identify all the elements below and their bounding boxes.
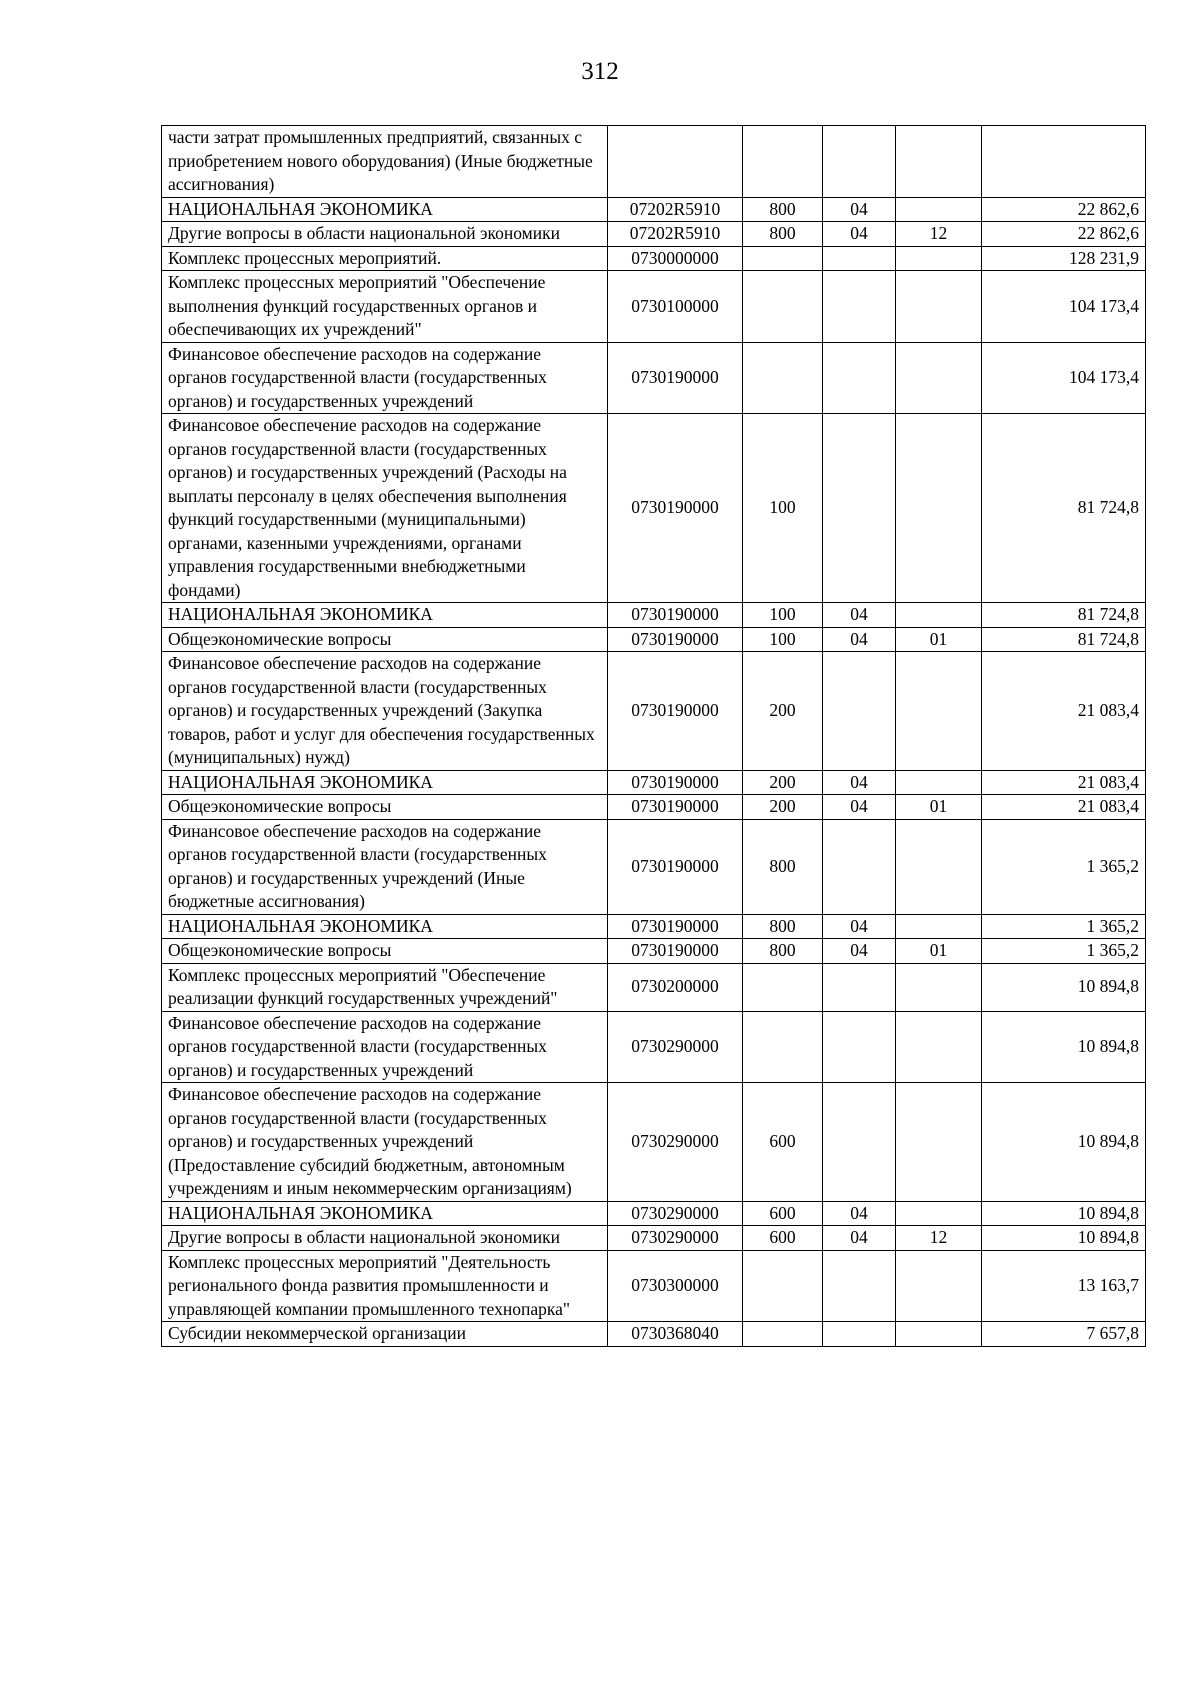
cell-subsection — [896, 126, 982, 198]
cell-amount: 104 173,4 — [982, 271, 1146, 343]
table-row — [162, 819, 1146, 914]
cell-name: Комплекс процессных мероприятий "Обеспечение выполнения функций государственных органов и обеспечивающих их учреждений" — [162, 271, 608, 343]
cell-target-article: 0730190000 — [608, 342, 743, 414]
cell-name: Комплекс процессных мероприятий "Деятельность регионального фонда развития промышленности и управляющей компании промышленного технопарка" — [162, 1250, 608, 1322]
cell-amount: 10 894,8 — [982, 1226, 1146, 1251]
cell-name: НАЦИОНАЛЬНАЯ ЭКОНОМИКА — [162, 197, 608, 222]
cell-target-article: 0730190000 — [608, 819, 743, 914]
cell-section: 04 — [823, 939, 896, 964]
table-row — [162, 1011, 1146, 1083]
cell-name: НАЦИОНАЛЬНАЯ ЭКОНОМИКА — [162, 1201, 608, 1226]
cell-name: НАЦИОНАЛЬНАЯ ЭКОНОМИКА — [162, 603, 608, 628]
table-row — [162, 246, 1146, 271]
cell-amount: 128 231,9 — [982, 246, 1146, 271]
cell-subsection — [896, 819, 982, 914]
table-row — [162, 1083, 1146, 1202]
cell-subsection — [896, 1011, 982, 1083]
cell-subsection — [896, 342, 982, 414]
cell-target-article: 0730100000 — [608, 271, 743, 343]
cell-section — [823, 246, 896, 271]
cell-amount: 10 894,8 — [982, 963, 1146, 1011]
cell-target-article: 0730290000 — [608, 1011, 743, 1083]
cell-name: Финансовое обеспечение расходов на содержание органов государственной власти (государственных органов) и государственных учреждений — [162, 342, 608, 414]
cell-section: 04 — [823, 197, 896, 222]
cell-target-article: 0730290000 — [608, 1226, 743, 1251]
cell-expense-type — [743, 126, 823, 198]
cell-subsection — [896, 1250, 982, 1322]
cell-subsection: 12 — [896, 222, 982, 247]
cell-subsection — [896, 197, 982, 222]
table-row — [162, 770, 1146, 795]
cell-expense-type — [743, 246, 823, 271]
table-row — [162, 795, 1146, 820]
cell-subsection — [896, 603, 982, 628]
cell-name: части затрат промышленных предприятий, связанных с приобретением нового оборудования) (Иные бюджетные ассигнования) — [162, 126, 608, 198]
cell-name: Финансовое обеспечение расходов на содержание органов государственной власти (государственных органов) и государственных учреждений (Расходы на выплаты персоналу в целях обеспечения выполнения функций государственными (муниципальными) органами, казенными учреждениями, органами управления государственными внебюджетными фондами) — [162, 414, 608, 603]
cell-section: 04 — [823, 1226, 896, 1251]
cell-amount: 1 365,2 — [982, 819, 1146, 914]
cell-subsection — [896, 1083, 982, 1202]
cell-section — [823, 126, 896, 198]
cell-amount: 21 083,4 — [982, 770, 1146, 795]
cell-section: 04 — [823, 795, 896, 820]
cell-target-article: 0730368040 — [608, 1322, 743, 1347]
cell-target-article: 07202R5910 — [608, 197, 743, 222]
cell-name: НАЦИОНАЛЬНАЯ ЭКОНОМИКА — [162, 914, 608, 939]
cell-expense-type — [743, 271, 823, 343]
table-row — [162, 1250, 1146, 1322]
cell-expense-type: 800 — [743, 197, 823, 222]
cell-section — [823, 819, 896, 914]
cell-target-article: 0730190000 — [608, 939, 743, 964]
cell-expense-type: 600 — [743, 1226, 823, 1251]
cell-expense-type: 200 — [743, 795, 823, 820]
cell-section — [823, 652, 896, 771]
cell-expense-type: 600 — [743, 1083, 823, 1202]
cell-amount: 10 894,8 — [982, 1083, 1146, 1202]
cell-amount: 22 862,6 — [982, 222, 1146, 247]
table-row — [162, 603, 1146, 628]
cell-target-article — [608, 126, 743, 198]
cell-target-article: 0730190000 — [608, 795, 743, 820]
cell-subsection: 01 — [896, 627, 982, 652]
table-row — [162, 652, 1146, 771]
cell-target-article: 0730300000 — [608, 1250, 743, 1322]
cell-target-article: 07202R5910 — [608, 222, 743, 247]
cell-target-article: 0730200000 — [608, 963, 743, 1011]
cell-section: 04 — [823, 222, 896, 247]
cell-name: Другие вопросы в области национальной экономики — [162, 222, 608, 247]
cell-section — [823, 963, 896, 1011]
cell-subsection — [896, 652, 982, 771]
cell-target-article: 0730190000 — [608, 914, 743, 939]
table-row — [162, 1322, 1146, 1347]
cell-subsection — [896, 271, 982, 343]
cell-amount: 7 657,8 — [982, 1322, 1146, 1347]
cell-target-article: 0730290000 — [608, 1083, 743, 1202]
cell-expense-type: 100 — [743, 603, 823, 628]
cell-amount: 1 365,2 — [982, 914, 1146, 939]
cell-amount: 81 724,8 — [982, 414, 1146, 603]
cell-subsection: 01 — [896, 939, 982, 964]
cell-expense-type: 100 — [743, 627, 823, 652]
table-row — [162, 914, 1146, 939]
cell-subsection — [896, 770, 982, 795]
cell-name: Общеэкономические вопросы — [162, 627, 608, 652]
cell-target-article: 0730190000 — [608, 414, 743, 603]
cell-amount: 81 724,8 — [982, 627, 1146, 652]
cell-expense-type — [743, 1322, 823, 1347]
cell-section — [823, 1322, 896, 1347]
cell-amount: 104 173,4 — [982, 342, 1146, 414]
cell-amount: 22 862,6 — [982, 197, 1146, 222]
cell-amount: 13 163,7 — [982, 1250, 1146, 1322]
table-row — [162, 627, 1146, 652]
cell-amount: 10 894,8 — [982, 1011, 1146, 1083]
budget-table-body — [162, 126, 1146, 1347]
table-row — [162, 1226, 1146, 1251]
cell-target-article: 0730190000 — [608, 627, 743, 652]
cell-name: Комплекс процессных мероприятий "Обеспечение реализации функций государственных учреждений" — [162, 963, 608, 1011]
cell-name: Другие вопросы в области национальной экономики — [162, 1226, 608, 1251]
cell-expense-type — [743, 342, 823, 414]
table-row — [162, 963, 1146, 1011]
cell-target-article: 0730190000 — [608, 603, 743, 628]
cell-amount: 21 083,4 — [982, 652, 1146, 771]
cell-subsection: 12 — [896, 1226, 982, 1251]
cell-expense-type: 800 — [743, 914, 823, 939]
cell-section: 04 — [823, 1201, 896, 1226]
budget-table — [161, 125, 1146, 1347]
cell-section: 04 — [823, 770, 896, 795]
cell-section: 04 — [823, 627, 896, 652]
cell-subsection — [896, 1201, 982, 1226]
cell-amount — [982, 126, 1146, 198]
cell-name: Финансовое обеспечение расходов на содержание органов государственной власти (государственных органов) и государственных учреждений (Иные бюджетные ассигнования) — [162, 819, 608, 914]
cell-subsection — [896, 1322, 982, 1347]
table-row — [162, 342, 1146, 414]
cell-section — [823, 342, 896, 414]
cell-section: 04 — [823, 914, 896, 939]
cell-expense-type — [743, 1250, 823, 1322]
cell-section — [823, 271, 896, 343]
table-row — [162, 222, 1146, 247]
cell-expense-type — [743, 1011, 823, 1083]
cell-name: Общеэкономические вопросы — [162, 795, 608, 820]
cell-subsection — [896, 914, 982, 939]
cell-name: Субсидии некоммерческой организации — [162, 1322, 608, 1347]
cell-target-article: 0730190000 — [608, 770, 743, 795]
cell-section — [823, 1250, 896, 1322]
cell-amount: 1 365,2 — [982, 939, 1146, 964]
cell-name: НАЦИОНАЛЬНАЯ ЭКОНОМИКА — [162, 770, 608, 795]
cell-section — [823, 414, 896, 603]
cell-amount: 21 083,4 — [982, 795, 1146, 820]
cell-name: Комплекс процессных мероприятий. — [162, 246, 608, 271]
table-row — [162, 414, 1146, 603]
cell-subsection — [896, 963, 982, 1011]
table-row — [162, 271, 1146, 343]
cell-expense-type: 200 — [743, 652, 823, 771]
cell-amount: 81 724,8 — [982, 603, 1146, 628]
cell-subsection — [896, 246, 982, 271]
cell-expense-type: 800 — [743, 819, 823, 914]
cell-expense-type: 600 — [743, 1201, 823, 1226]
cell-name: Финансовое обеспечение расходов на содержание органов государственной власти (государственных органов) и государственных учреждений (Предоставление субсидий бюджетным, автономным учреждениям и иным некоммерческим организациям) — [162, 1083, 608, 1202]
page-number: 312 — [581, 58, 619, 85]
cell-section — [823, 1011, 896, 1083]
cell-expense-type: 800 — [743, 222, 823, 247]
cell-expense-type: 200 — [743, 770, 823, 795]
table-row — [162, 1201, 1146, 1226]
cell-amount: 10 894,8 — [982, 1201, 1146, 1226]
cell-target-article: 0730190000 — [608, 652, 743, 771]
table-row — [162, 126, 1146, 198]
cell-expense-type: 800 — [743, 939, 823, 964]
cell-subsection — [896, 414, 982, 603]
cell-name: Финансовое обеспечение расходов на содержание органов государственной власти (государственных органов) и государственных учреждений (Закупка товаров, работ и услуг для обеспечения государственных (муниципальных) нужд) — [162, 652, 608, 771]
cell-section: 04 — [823, 603, 896, 628]
table-row — [162, 197, 1146, 222]
cell-expense-type: 100 — [743, 414, 823, 603]
cell-subsection: 01 — [896, 795, 982, 820]
cell-name: Финансовое обеспечение расходов на содержание органов государственной власти (государственных органов) и государственных учреждений — [162, 1011, 608, 1083]
table-row — [162, 939, 1146, 964]
cell-name: Общеэкономические вопросы — [162, 939, 608, 964]
cell-target-article: 0730290000 — [608, 1201, 743, 1226]
cell-section — [823, 1083, 896, 1202]
cell-expense-type — [743, 963, 823, 1011]
cell-target-article: 0730000000 — [608, 246, 743, 271]
